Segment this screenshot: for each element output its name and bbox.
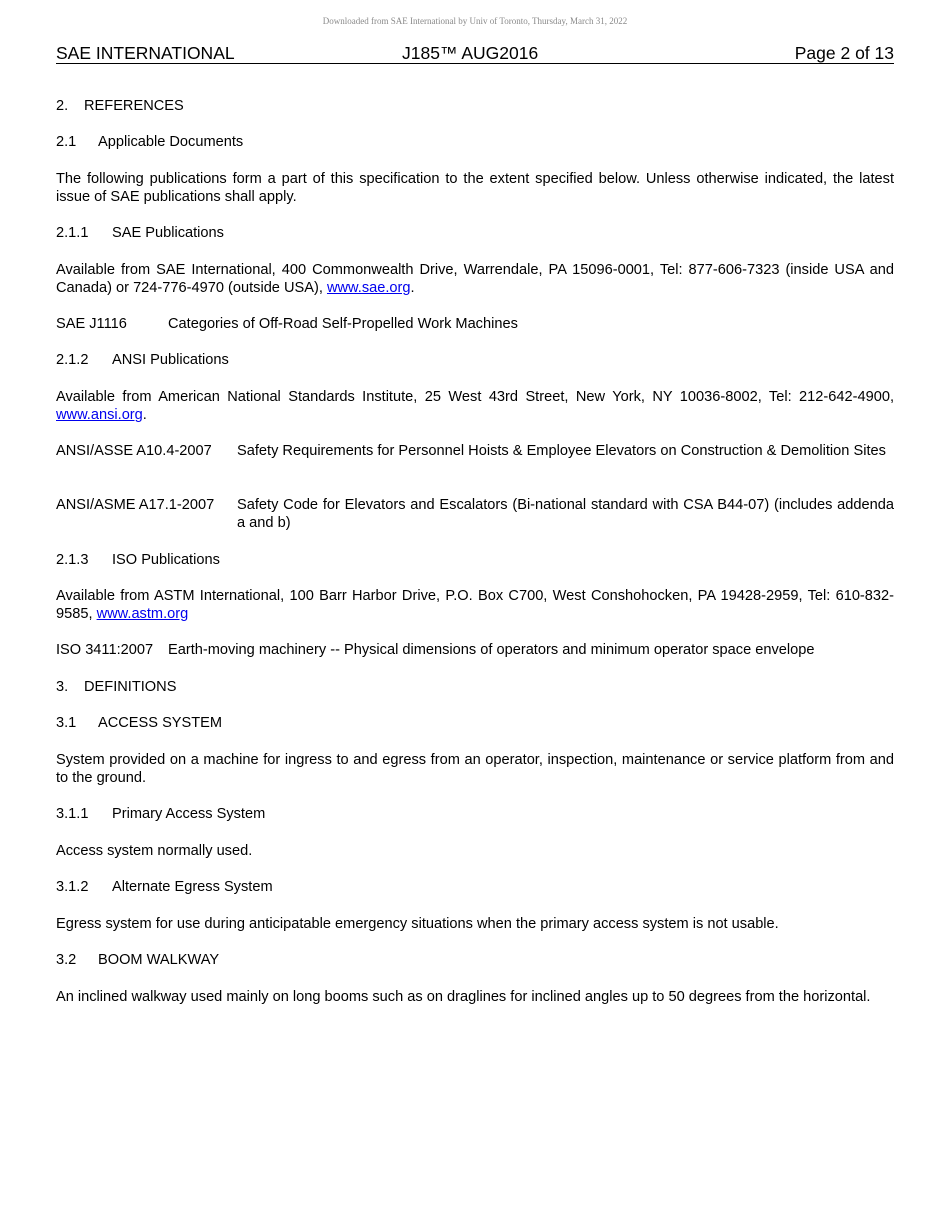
paragraph-text: Available from ASTM International, 100 Barr Harbor Drive, P.O. Box C700, West Conshohocken, PA 19428-2959, Tel: 610-832-9585, — [56, 588, 894, 622]
section-3-1-1-heading — [56, 805, 894, 823]
section-number: 2.1.3 — [56, 552, 89, 568]
section-number: 3.1.2 — [56, 879, 89, 895]
section-number: 3. — [56, 679, 69, 695]
section-3-1-2-paragraph: Egress system for use during anticipatable emergency situations when the primary access system is not usable. — [56, 916, 779, 932]
sae-website-link[interactable]: www.sae.org — [326, 280, 411, 296]
section-2-1-2-heading — [56, 351, 894, 369]
header-page-number: Page 2 of 13 — [794, 43, 894, 63]
section-2-1-2-paragraph — [56, 388, 894, 424]
paragraph-text: Available from SAE International, 400 Commonwealth Drive, Warrendale, PA 15096-0001, Tel: 877-606-7323 (inside USA and Canada) or 724-776-4970 (outside USA), — [56, 262, 894, 296]
section-2-1-1-paragraph — [56, 261, 894, 297]
reference-code: ISO 3411:2007 — [56, 642, 154, 658]
section-2-1-1-heading — [56, 224, 894, 242]
section-3-1-1-paragraph: Access system normally used. — [56, 843, 253, 859]
section-title: SAE Publications — [112, 225, 224, 241]
reference-title: Earth-moving machinery -- Physical dimensions of operators and minimum operator space envelope — [168, 642, 815, 658]
section-2-1-3-heading — [56, 551, 894, 569]
section-title: ACCESS SYSTEM — [98, 715, 223, 731]
section-title: BOOM WALKWAY — [98, 952, 220, 968]
reference-code: ANSI/ASSE A10.4-2007 — [56, 443, 212, 459]
section-title: Primary Access System — [112, 806, 266, 822]
reference-title: Categories of Off-Road Self-Propelled Work Machines — [168, 316, 518, 332]
header-publisher: SAE INTERNATIONAL — [56, 43, 235, 63]
section-number: 2.1.1 — [56, 225, 89, 241]
section-2-1-heading — [56, 133, 894, 151]
section-3-heading — [56, 678, 894, 696]
section-3-2-paragraph: An inclined walkway used mainly on long booms such as on draglines for inclined angles up to 50 degrees from the horizontal. — [56, 989, 871, 1005]
section-number: 2.1.2 — [56, 352, 89, 368]
section-2-1-paragraph: The following publications form a part of this specification to the extent specified below. Unless otherwise indicated, the latest issue of SAE publications shall apply. — [56, 171, 894, 205]
section-number: 3.1.1 — [56, 806, 89, 822]
section-number: 3.2 — [56, 952, 77, 968]
section-title: ANSI Publications — [112, 352, 229, 368]
section-3-2-heading — [56, 951, 894, 969]
section-number: 2. — [56, 98, 69, 114]
section-title: Alternate Egress System — [112, 879, 273, 895]
header-document-id: J185™ AUG2016 — [402, 43, 539, 63]
section-number: 2.1 — [56, 134, 77, 150]
reference-sae-j1116 — [56, 315, 894, 333]
section-title: ISO Publications — [112, 552, 220, 568]
reference-ansi-asme-a17-1 — [56, 496, 894, 532]
reference-title: Safety Code for Elevators and Escalators (Bi-national standard with CSA B44-07) (includes addenda a and b) — [237, 497, 894, 531]
section-title: REFERENCES — [84, 98, 184, 114]
reference-title: Safety Requirements for Personnel Hoists & Employee Elevators on Construction & Demolition Sites — [237, 443, 886, 459]
paragraph-text: Available from American National Standards Institute, 25 West 43rd Street, New York, NY 10036-8002, Tel: 212-642-4900, — [56, 389, 894, 405]
section-number: 3.1 — [56, 715, 77, 731]
download-watermark: Downloaded from SAE International by Univ of Toronto, Thursday, March 31, 2022 — [322, 16, 628, 26]
section-3-1-paragraph: System provided on a machine for ingress to and egress from an operator, inspection, maintenance or service platform from and to the ground. — [56, 752, 894, 786]
ansi-website-link[interactable]: www.ansi.org — [56, 407, 143, 423]
section-3-1-heading — [56, 714, 894, 732]
reference-code: SAE J1116 — [56, 316, 127, 332]
reference-iso-3411 — [56, 641, 894, 659]
paragraph-end: . — [142, 407, 147, 423]
section-title: DEFINITIONS — [84, 679, 177, 695]
reference-code: ANSI/ASME A17.1-2007 — [56, 497, 215, 513]
astm-website-link[interactable]: www.astm.org — [96, 606, 189, 622]
section-2-1-3-paragraph — [56, 587, 894, 623]
page-header — [56, 43, 894, 64]
paragraph-end: . — [410, 280, 415, 296]
section-2-heading — [56, 97, 894, 115]
section-3-1-2-heading — [56, 878, 894, 896]
reference-ansi-asse-a10-4 — [56, 442, 894, 478]
section-title: Applicable Documents — [98, 134, 244, 150]
